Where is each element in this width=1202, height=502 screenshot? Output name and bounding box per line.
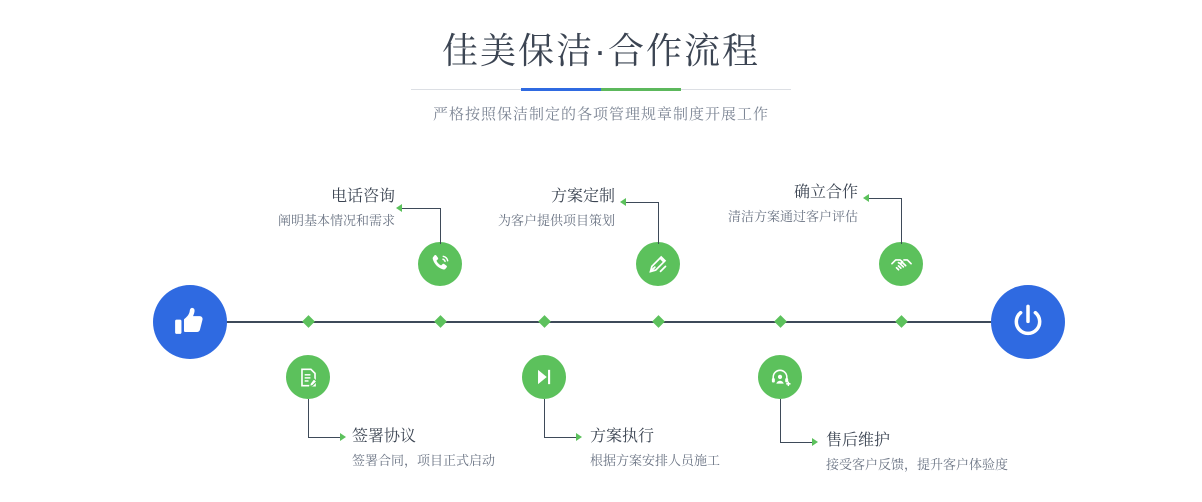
axis-marker-5: [895, 315, 908, 328]
step-node-6: [758, 355, 802, 399]
step-node-2: [286, 355, 330, 399]
step-label-6: [826, 430, 1008, 475]
step-title-3: 方案定制: [550, 188, 615, 205]
connector-horizontal-5: [869, 198, 901, 199]
connector-horizontal-2: [308, 437, 340, 438]
title-divider: [411, 88, 791, 91]
connector-horizontal-4: [544, 437, 576, 438]
step-desc-6: 接受客户反馈，提升客户体验度: [826, 457, 1009, 472]
step-label-5: [700, 182, 858, 227]
axis-marker-1: [434, 315, 447, 328]
step-title-6: 售后维护: [826, 432, 891, 449]
phone-call-icon: [428, 252, 452, 276]
flow-start-endpoint: [153, 285, 227, 359]
step-desc-2: 签署合同，项目正式启动: [352, 453, 496, 468]
step-title-1: 电话咨询: [330, 188, 395, 205]
step-label-3: [460, 186, 615, 231]
page-title: 佳美保洁·合作流程: [442, 30, 760, 71]
connector-arrow-5: [863, 194, 869, 202]
step-desc-3: 为客户提供项目策划: [497, 213, 615, 228]
divider-accent-blue: [521, 88, 601, 91]
axis-dot-b: [541, 318, 548, 325]
axis-marker-3: [652, 315, 665, 328]
step-label-2: [352, 426, 495, 471]
axis-dot-a: [305, 318, 312, 325]
step-label-1: [253, 186, 395, 231]
thumbs-up-icon: [171, 303, 209, 341]
step-node-1: [418, 242, 462, 286]
axis-dot-c: [777, 318, 784, 325]
power-icon: [1008, 302, 1048, 342]
step-desc-4: 根据方案安排人员施工: [590, 453, 721, 468]
header: [0, 28, 1202, 124]
step-title-5: 确立合作: [793, 184, 858, 201]
step-desc-5: 清洁方案通过客户评估: [727, 209, 858, 224]
step-desc-1: 阐明基本情况和需求: [277, 213, 395, 228]
connector-horizontal-1: [402, 208, 440, 209]
connector-arrow-6: [812, 438, 818, 446]
step-label-4: [590, 426, 720, 471]
connector-vertical-2: [308, 399, 309, 437]
handshake-icon: [889, 252, 914, 277]
step-title-4: 方案执行: [590, 428, 655, 445]
step-title-2: 签署协议: [352, 428, 417, 445]
step-node-3: [636, 242, 680, 286]
connector-vertical-5: [901, 198, 902, 244]
connector-vertical-3: [658, 202, 659, 244]
connector-vertical-4: [544, 399, 545, 437]
connector-arrow-4: [576, 433, 582, 441]
flow-end-endpoint: [991, 285, 1065, 359]
headset-support-icon: [769, 366, 792, 389]
connector-vertical-6: [780, 399, 781, 442]
connector-vertical-1: [440, 208, 441, 244]
connector-horizontal-6: [780, 442, 812, 443]
connector-arrow-3: [620, 198, 626, 206]
play-forward-icon: [533, 366, 555, 388]
timeline-axis: [200, 321, 1000, 323]
connector-horizontal-3: [626, 202, 658, 203]
connector-arrow-1: [396, 204, 402, 212]
step-node-5: [879, 242, 923, 286]
connector-arrow-2: [340, 433, 346, 441]
page-subtitle: 严格按照保洁制定的各项管理规章制度开展工作: [432, 106, 769, 123]
document-edit-icon: [297, 366, 320, 389]
divider-accent-green: [601, 88, 681, 91]
step-node-4: [522, 355, 566, 399]
pencil-ruler-icon: [646, 252, 670, 276]
